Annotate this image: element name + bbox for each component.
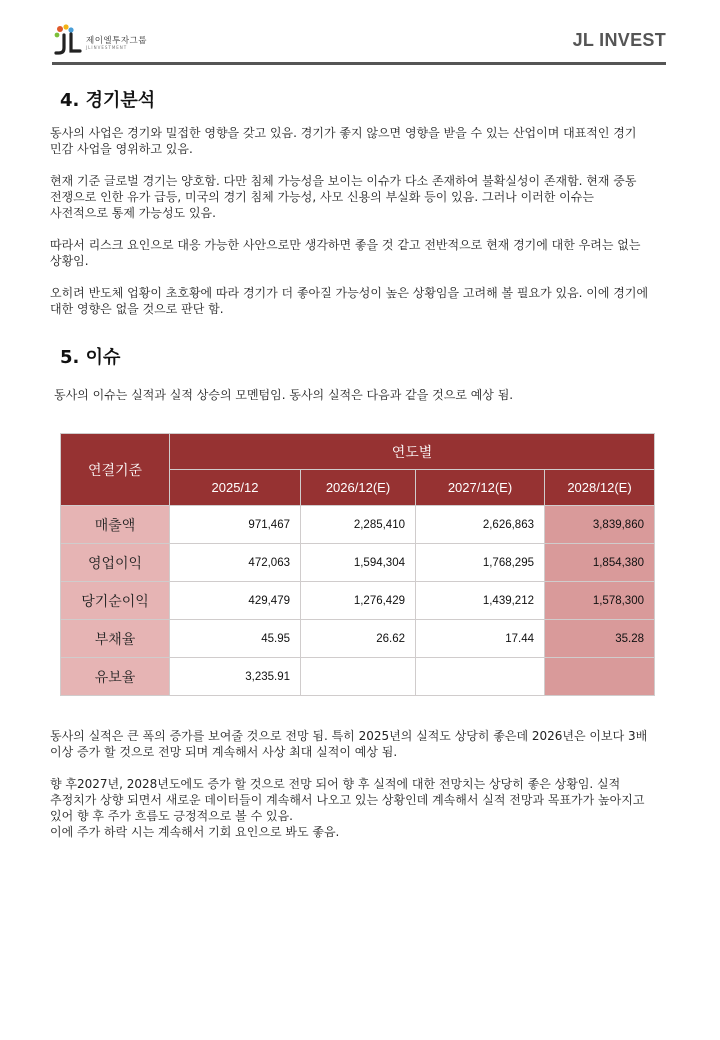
table-header-row — [61, 434, 655, 470]
table-cell — [545, 658, 655, 696]
table-cell: 1,276,429 — [301, 582, 416, 620]
logo-text: 제이엘투자그룹 — [86, 36, 147, 46]
table-cell: 45.95 — [170, 620, 301, 658]
row-label: 당기순이익 — [61, 582, 170, 620]
table-row — [61, 582, 655, 620]
company-logo — [52, 24, 162, 58]
section-title-issue: 5. 이슈 — [60, 347, 121, 368]
table-cell: 1,854,380 — [545, 544, 655, 582]
financial-table — [60, 433, 655, 696]
row-label: 매출액 — [61, 506, 170, 544]
issue-paragraph-1: 동사의 실적은 큰 폭의 증가를 보여줄 것으로 전망 됨. 특히 2025년의 실적도 상당히 좋은데 2026년은 이보다 3배 이상 증가 할 것으로 전망 되며 계속해서 사상 최대 실적이 예상 됨. — [50, 729, 648, 759]
economy-paragraph-1: 동사의 사업은 경기와 밀접한 영향을 갖고 있음. 경기가 좋지 않으면 영향을 받을 수 있는 산업이며 대표적인 경기 민감 사업을 영위하고 있음. — [50, 126, 637, 156]
table-row — [61, 620, 655, 658]
issue-paragraph-2-text: 향 후2027년, 2028년도에도 증가 할 것으로 전망 되어 향 후 실적에 대한 전망치는 상당히 좋은 상황임. 실적 추정치가 상향 되면서 새로운 데이터들이 계속해서 나오고 있는 상황인데 계속해서 실적 전망과 목표가가 높아지고 있어 향 후 주가 흐름도 긍정적으로 볼 수 있음. — [50, 777, 645, 823]
year-header: 2026/12(E) — [301, 470, 416, 506]
table-cell — [416, 658, 545, 696]
basis-header: 연결기준 — [61, 434, 170, 506]
jl-logo-icon — [52, 24, 84, 58]
row-label: 부채율 — [61, 620, 170, 658]
table-cell: 1,768,295 — [416, 544, 545, 582]
issue-paragraph-2 — [50, 776, 650, 840]
table-cell: 35.28 — [545, 620, 655, 658]
table-cell: 3,839,860 — [545, 506, 655, 544]
row-label: 유보율 — [61, 658, 170, 696]
brand-name: JL INVEST — [572, 30, 666, 50]
row-label: 영업이익 — [61, 544, 170, 582]
issue-paragraph-3-text: 이에 주가 하락 시는 계속해서 기회 요인으로 봐도 좋음. — [50, 825, 340, 839]
header-divider — [52, 62, 666, 65]
table-cell: 2,285,410 — [301, 506, 416, 544]
table-cell: 1,594,304 — [301, 544, 416, 582]
page-header — [52, 24, 666, 64]
table-cell: 429,479 — [170, 582, 301, 620]
economy-paragraph-4: 오히려 반도체 업황이 초호황에 따라 경기가 더 좋아질 가능성이 높은 상황임을 고려해 볼 필요가 있음. 이에 경기에 대한 영향은 없을 것으로 판단 함. — [50, 286, 649, 316]
year-header: 2025/12 — [170, 470, 301, 506]
table-cell: 1,439,212 — [416, 582, 545, 620]
table-cell — [301, 658, 416, 696]
table-cell: 17.44 — [416, 620, 545, 658]
logo-subtext: JLINVESTMENT — [86, 45, 128, 50]
year-header: 2027/12(E) — [416, 470, 545, 506]
economy-paragraph-2: 현재 기준 글로벌 경기는 양호함. 다만 침체 가능성을 보이는 이슈가 다소 존재하여 불확실성이 존재함. 현재 중동 전쟁으로 인한 유가 급등, 미국의 경기 침체 가능성, 사모 신용의 부실화 등이 있음. 그러나 이러한 이슈는 사전적으로 통제 가능성도 있음. — [50, 174, 637, 220]
table-row — [61, 658, 655, 696]
issue-intro: 동사의 이슈는 실적과 실적 상승의 모멘텀임. 동사의 실적은 다음과 같을 것으로 예상 됨. — [54, 388, 514, 402]
table-cell: 2,626,863 — [416, 506, 545, 544]
table-cell: 1,578,300 — [545, 582, 655, 620]
table-cell: 971,467 — [170, 506, 301, 544]
table-cell: 26.62 — [301, 620, 416, 658]
year-header: 2028/12(E) — [545, 470, 655, 506]
economy-paragraph-3: 따라서 리스크 요인으로 대응 가능한 사안으로만 생각하면 좋을 것 같고 전반적으로 현재 경기에 대한 우려는 없는 상황임. — [50, 238, 641, 268]
table-row — [61, 544, 655, 582]
table-row — [61, 506, 655, 544]
section-title-economy: 4. 경기분석 — [60, 90, 156, 111]
table-cell: 3,235.91 — [170, 658, 301, 696]
year-group-header: 연도별 — [170, 434, 655, 470]
table-cell: 472,063 — [170, 544, 301, 582]
